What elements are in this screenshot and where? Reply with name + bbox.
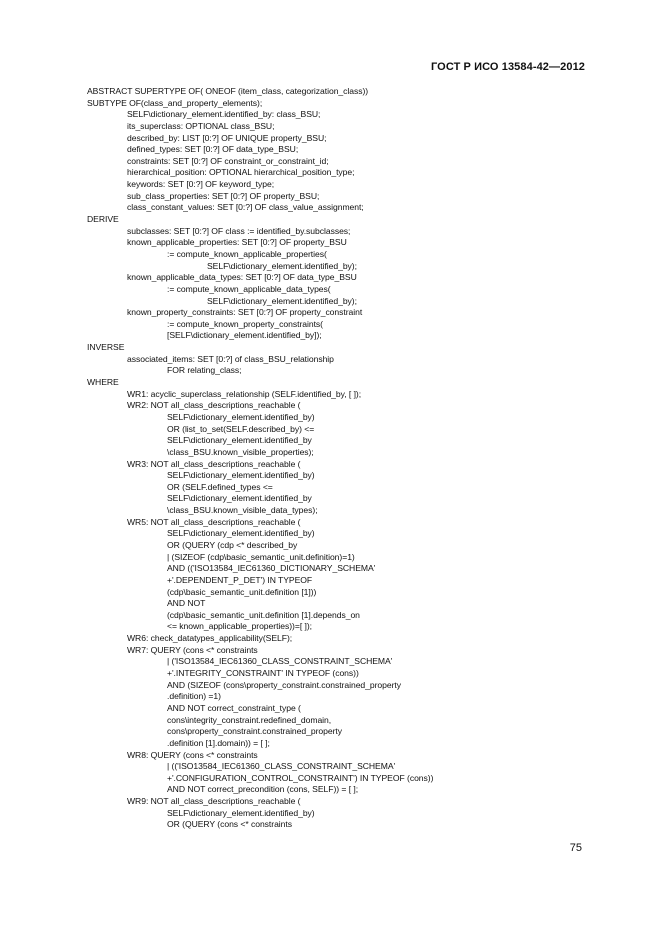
code-line: \class_BSU.known_visible_properties);: [167, 446, 314, 457]
code-line: .definition) =1): [167, 691, 221, 702]
code-line: AND NOT: [167, 598, 206, 609]
code-line: its_superclass: OPTIONAL class_BSU;: [127, 120, 275, 131]
code-line: keywords: SET [0:?] OF keyword_type;: [127, 179, 275, 190]
code-line: (cdp\basic_semantic_unit.definition [1].depends_on: [167, 609, 360, 620]
code-line: AND NOT correct_constraint_type (: [167, 702, 301, 713]
code-line: AND NOT correct_precondition (cons, SELF)) = [ ];: [167, 784, 359, 795]
code-line: hierarchical_position: OPTIONAL hierarchical_position_type;: [127, 167, 355, 178]
code-line: WR5: NOT all_class_descriptions_reachable (: [127, 516, 301, 527]
code-line: AND (('ISO13584_IEC61360_DICTIONARY_SCHEMA': [167, 563, 376, 574]
code-line: described_by: LIST [0:?] OF UNIQUE property_BSU;: [127, 132, 327, 143]
code-line: cons\integrity_constraint.redefined_domain,: [167, 714, 332, 725]
code-line: FOR relating_class;: [167, 365, 242, 376]
code-line: SUBTYPE OF(class_and_property_elements);: [87, 97, 263, 108]
code-line: class_constant_values: SET [0:?] OF class_value_assignment;: [127, 202, 364, 213]
code-line: SELF\dictionary_element.identified_by: class_BSU;: [127, 109, 321, 120]
code-line: INVERSE: [87, 342, 125, 353]
code-line: .definition [1].domain)) = [ ];: [167, 737, 270, 748]
code-line: DERIVE: [87, 214, 119, 225]
code-line: [SELF\dictionary_element.identified_by]);: [167, 330, 322, 341]
code-line: known_applicable_properties: SET [0:?] OF property_BSU: [127, 237, 347, 248]
code-line: SELF\dictionary_element.identified_by): [167, 470, 315, 481]
code-line: := compute_known_property_constraints(: [167, 318, 323, 329]
code-line: +'.INTEGRITY_CONSTRAINT' IN TYPEOF (cons)): [167, 668, 359, 679]
code-line: | (('ISO13584_IEC61360_CLASS_CONSTRAINT_SCHEMA': [167, 761, 396, 772]
code-line: SELF\dictionary_element.identified_by);: [207, 260, 357, 271]
code-line: sub_class_properties: SET [0:?] OF property_BSU;: [127, 190, 320, 201]
code-line: known_property_constraints: SET [0:?] OF property_constraint: [127, 307, 363, 318]
code-line: SELF\dictionary_element.identified_by: [167, 493, 312, 504]
code-line: OR (QUERY (cdp <* described_by: [167, 539, 298, 550]
express-code-block: [87, 86, 607, 831]
code-line: | ('ISO13584_IEC61360_CLASS_CONSTRAINT_SCHEMA': [167, 656, 393, 667]
code-line: := compute_known_applicable_properties(: [167, 248, 327, 259]
page-number: 75: [569, 842, 582, 854]
code-line: WHERE: [87, 377, 119, 388]
code-line: +'.CONFIGURATION_CONTROL_CONSTRAINT') IN TYPEOF (cons)): [167, 772, 434, 783]
code-line: SELF\dictionary_element.identified_by);: [207, 295, 357, 306]
code-line: WR9: NOT all_class_descriptions_reachable (: [127, 796, 301, 807]
code-line: AND (SIZEOF (cons\property_constraint.constrained_property: [167, 679, 402, 690]
code-line: SELF\dictionary_element.identified_by): [167, 807, 315, 818]
code-line: ABSTRACT SUPERTYPE OF( ONEOF (item_class, categorization_class)): [87, 86, 369, 96]
code-line: := compute_known_applicable_data_types(: [167, 283, 331, 294]
code-line: +'.DEPENDENT_P_DET') IN TYPEOF: [167, 574, 313, 585]
code-line: known_applicable_data_types: SET [0:?] OF data_type_BSU: [127, 272, 357, 283]
code-line: WR3: NOT all_class_descriptions_reachable (: [127, 458, 301, 469]
code-line: | (SIZEOF (cdp\basic_semantic_unit.definition)=1): [167, 551, 355, 562]
code-line: constraints: SET [0:?] OF constraint_or_constraint_id;: [127, 155, 329, 166]
code-line: <= known_applicable_properties))=[ ]);: [167, 621, 312, 632]
code-line: WR7: QUERY (cons <* constraints: [127, 644, 258, 655]
code-line: \class_BSU.known_visible_data_types);: [167, 505, 318, 516]
code-line: cons\property_constraint.constrained_property: [167, 726, 342, 737]
code-line: subclasses: SET [0:?] OF class := identified_by.subclasses;: [127, 225, 351, 236]
page-header-standard-title: ГОСТ Р ИСО 13584-42—2012: [430, 61, 585, 73]
code-line: WR6: check_datatypes_applicability(SELF);: [127, 633, 293, 644]
code-line: SELF\dictionary_element.identified_by): [167, 528, 315, 539]
code-line: WR1: acyclic_superclass_relationship (SELF.identified_by, [ ]);: [127, 388, 362, 399]
code-line: OR (QUERY (cons <* constraints: [167, 819, 292, 830]
code-line: OR (list_to_set(SELF.described_by) <=: [167, 423, 315, 434]
code-line: defined_types: SET [0:?] OF data_type_BSU;: [127, 144, 299, 155]
code-line: (cdp\basic_semantic_unit.definition [1])): [167, 586, 317, 597]
code-line: SELF\dictionary_element.identified_by: [167, 435, 312, 446]
code-line: OR (SELF.defined_types <=: [167, 481, 273, 492]
code-line: WR8: QUERY (cons <* constraints: [127, 749, 258, 760]
code-line: SELF\dictionary_element.identified_by): [167, 411, 315, 422]
code-line: associated_items: SET [0:?] of class_BSU_relationship: [127, 353, 334, 364]
code-line: WR2: NOT all_class_descriptions_reachable (: [127, 400, 301, 411]
